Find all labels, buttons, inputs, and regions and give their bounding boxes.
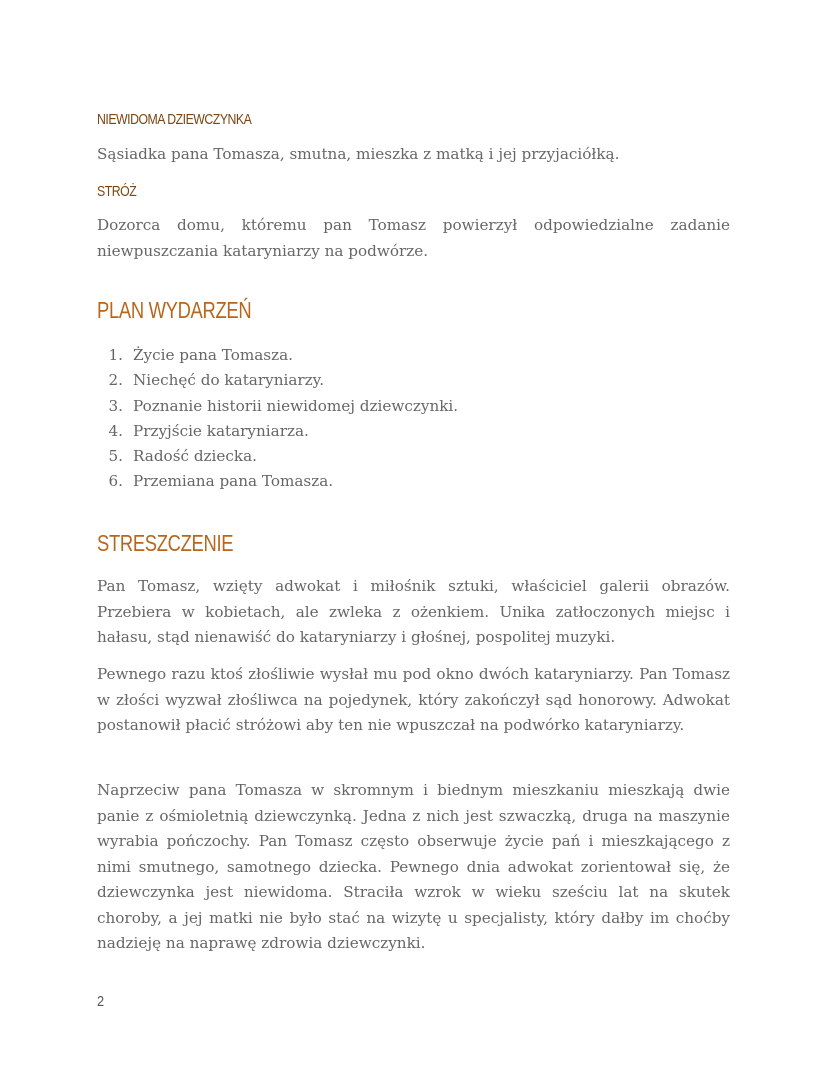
plan-item-text: Przyjście kataryniarza. <box>133 421 309 440</box>
plan-list-item <box>97 394 458 419</box>
plan-item-text: Poznanie historii niewidomej dziewczynki. <box>133 396 459 415</box>
summary-paragraph-1: Pan Tomasz, wzięty adwokat i miłośnik sztuki, właściciel galerii obrazów. Przebiera w kobietach, ale zwleka z ożenkiem. Unika zatłoczonych miejsc i hałasu, stąd nienawiść do kataryniarzy i głośnej, pospolitej muzyki. <box>97 577 730 646</box>
character-heading-watchman: STRÓŻ <box>97 183 137 200</box>
plan-item-number: 2. <box>108 371 123 390</box>
plan-list-item <box>97 444 458 469</box>
summary-section-title: STRESZCZENIE <box>97 530 234 556</box>
character-description-watchman: Dozorca domu, któremu pan Tomasz powierzył odpowiedzialne zadanie niewpuszczania kataryniarzy na podwórze. <box>97 216 730 260</box>
plan-item-text: Niechęć do kataryniarzy. <box>133 371 325 390</box>
character-heading-blind-girl: NIEWIDOMA DZIEWCZYNKA <box>97 111 252 128</box>
summary-paragraph-3: Naprzeciw pana Tomasza w skromnym i biednym mieszkaniu mieszkają dwie panie z ośmioletnią dziewczynką. Jedna z nich jest szwaczką, druga na maszynie wyrabia pończochy. Pan Tomasz często obserwuje życie pań i mieszkającego z nimi smutnego, samotnego dziecka. Pewnego dnia adwokat zorientował się, że dziewczynka jest niewidoma. Straciła wzrok w wieku sześciu lat na skutek choroby, a jej matki nie było stać na wizytę u specjalisty, który dałby im choćby nadzieję na naprawę zdrowia dziewczynki. <box>97 781 730 952</box>
plan-item-number: 4. <box>108 421 123 440</box>
plan-section-title: PLAN WYDARZEŃ <box>97 297 252 323</box>
summary-paragraph-2: Pewnego razu ktoś złośliwie wysłał mu pod okno dwóch kataryniarzy. Pan Tomasz w złości wyzwał złośliwca na pojedynek, który zakończył sąd honorowy. Adwokat postanowił płacić stróżowi aby ten nie wpuszczał na podwórko kataryniarzy. <box>97 665 730 734</box>
plan-item-number: 1. <box>108 346 123 364</box>
plan-list-item <box>97 419 458 444</box>
plan-list <box>97 343 458 495</box>
plan-item-text: Życie pana Tomasza. <box>133 346 293 364</box>
plan-list-item <box>97 343 458 368</box>
plan-item-number: 3. <box>108 396 123 415</box>
plan-list-item <box>97 469 458 494</box>
plan-item-text: Radość dziecka. <box>133 447 257 466</box>
plan-item-text: Przemiana pana Tomasza. <box>133 472 334 491</box>
plan-list-item <box>97 368 458 393</box>
page-number: 2 <box>97 993 105 1010</box>
plan-item-number: 6. <box>108 472 123 491</box>
plan-item-number: 5. <box>108 447 123 466</box>
character-description-blind-girl: Sąsiadka pana Tomasza, smutna, mieszka z matką i jej przyjaciółką. <box>97 145 620 163</box>
